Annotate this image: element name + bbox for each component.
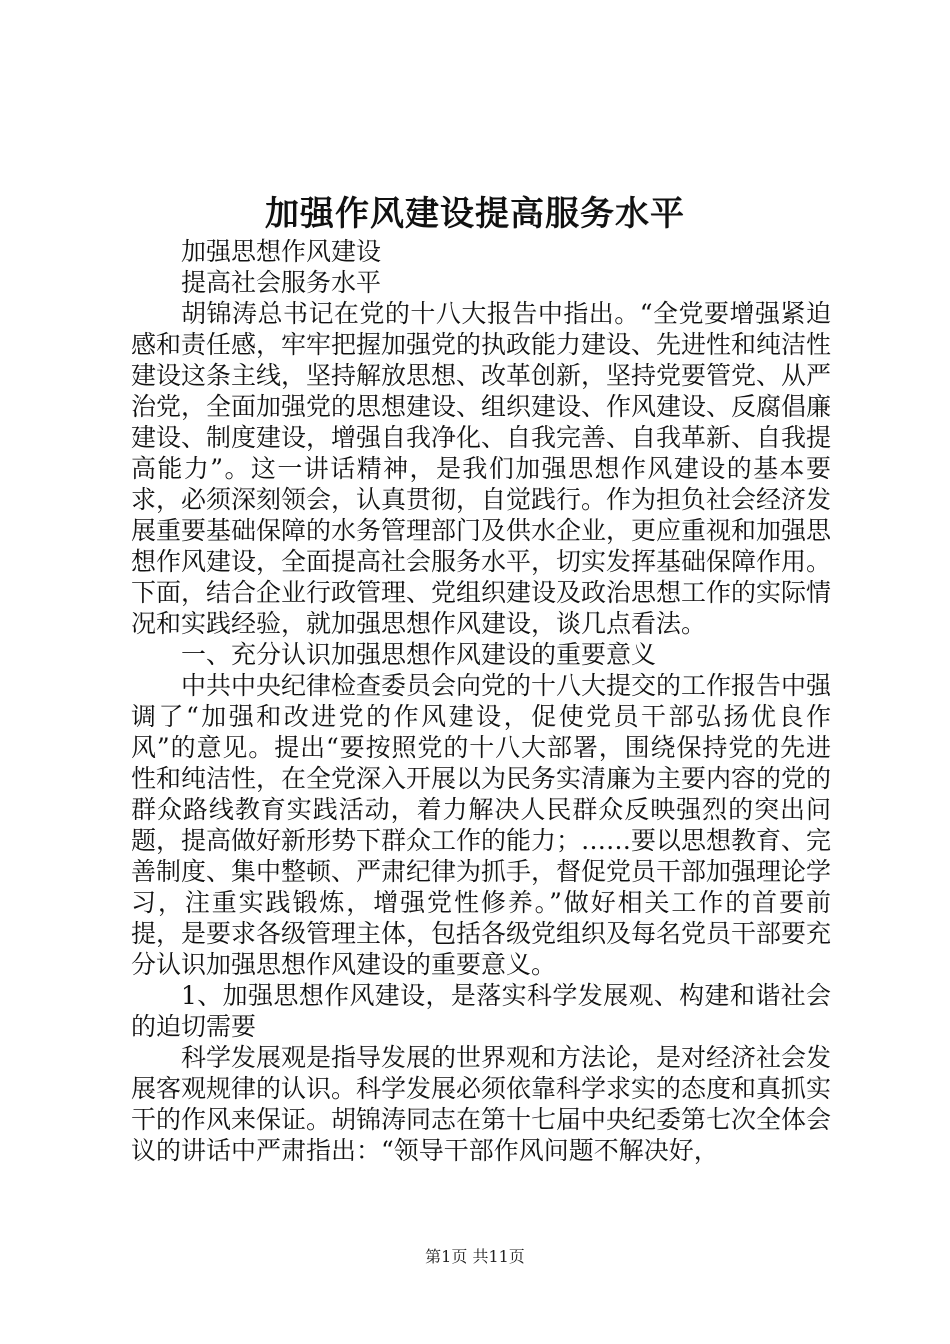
section-heading-1: 一、充分认识加强思想作风建设的重要意义	[181, 640, 657, 669]
subtitle-2: 提高社会服务水平	[181, 268, 382, 297]
paragraph-section-1: 中共中央纪律检查委员会向党的十八大提交的工作报告中强调了“加强和改进党的作风建设，促使党员干部弘扬优良作风”的意见。提出“要按照党的十八大部署，围绕保持党的先进性和纯洁性，在全党深入开展以为民务实清廉为主要内容的党的群众路线教育实践活动，着力解决人民群众反映强烈的突出问题，提高做好新形势下群众工作的能力；……要以思想教育、完善制度、集中整顿、严肃纪律为抓手，督促党员干部加强理论学习，注重实践锻炼，增强党性修养。”做好相关工作的首要前提，是要求各级管理主体，包括各级党组织及每名党员干部要充分认识加强思想作风建设的重要意义。	[131, 671, 832, 979]
paragraph-intro: 胡锦涛总书记在党的十八大报告中指出。“全党要增强紧迫感和责任感，牢牢把握加强党的执政能力建设、先进性和纯洁性建设这条主线，坚持解放思想、改革创新，坚持党要管党、从严治党，全面加强党的思想建设、组织建设、作风建设、反腐倡廉建设、制度建设，增强自我净化、自我完善、自我革新、自我提高能力”。这一讲话精神，是我们加强思想作风建设的基本要求，必须深刻领会，认真贯彻，自觉践行。作为担负社会经济发展重要基础保障的水务管理部门及供水企业，更应重视和加强思想作风建设，全面提高社会服务水平，切实发挥基础保障作用。下面，结合企业行政管理、党组织建设及政治思想工作的实际情况和实践经验，就加强思想作风建设，谈几点看法。	[131, 299, 832, 638]
document-body	[131, 236, 831, 1166]
subsection-heading-1: 1、加强思想作风建设，是落实科学发展观、构建和谐社会的迫切需要	[131, 981, 831, 1041]
page-title: 加强作风建设提高服务水平	[265, 194, 685, 234]
paragraph-subsection-1: 科学发展观是指导发展的世界观和方法论，是对经济社会发展客观规律的认识。科学发展必须依靠科学求实的态度和真抓实干的作风来保证。胡锦涛同志在第十七届中央纪委第七次全体会议的讲话中严肃指出：“领导干部作风问题不解决好，	[131, 1043, 832, 1165]
page-footer: 第1页 共11页	[425, 1247, 525, 1266]
subtitle-1: 加强思想作风建设	[181, 237, 382, 266]
